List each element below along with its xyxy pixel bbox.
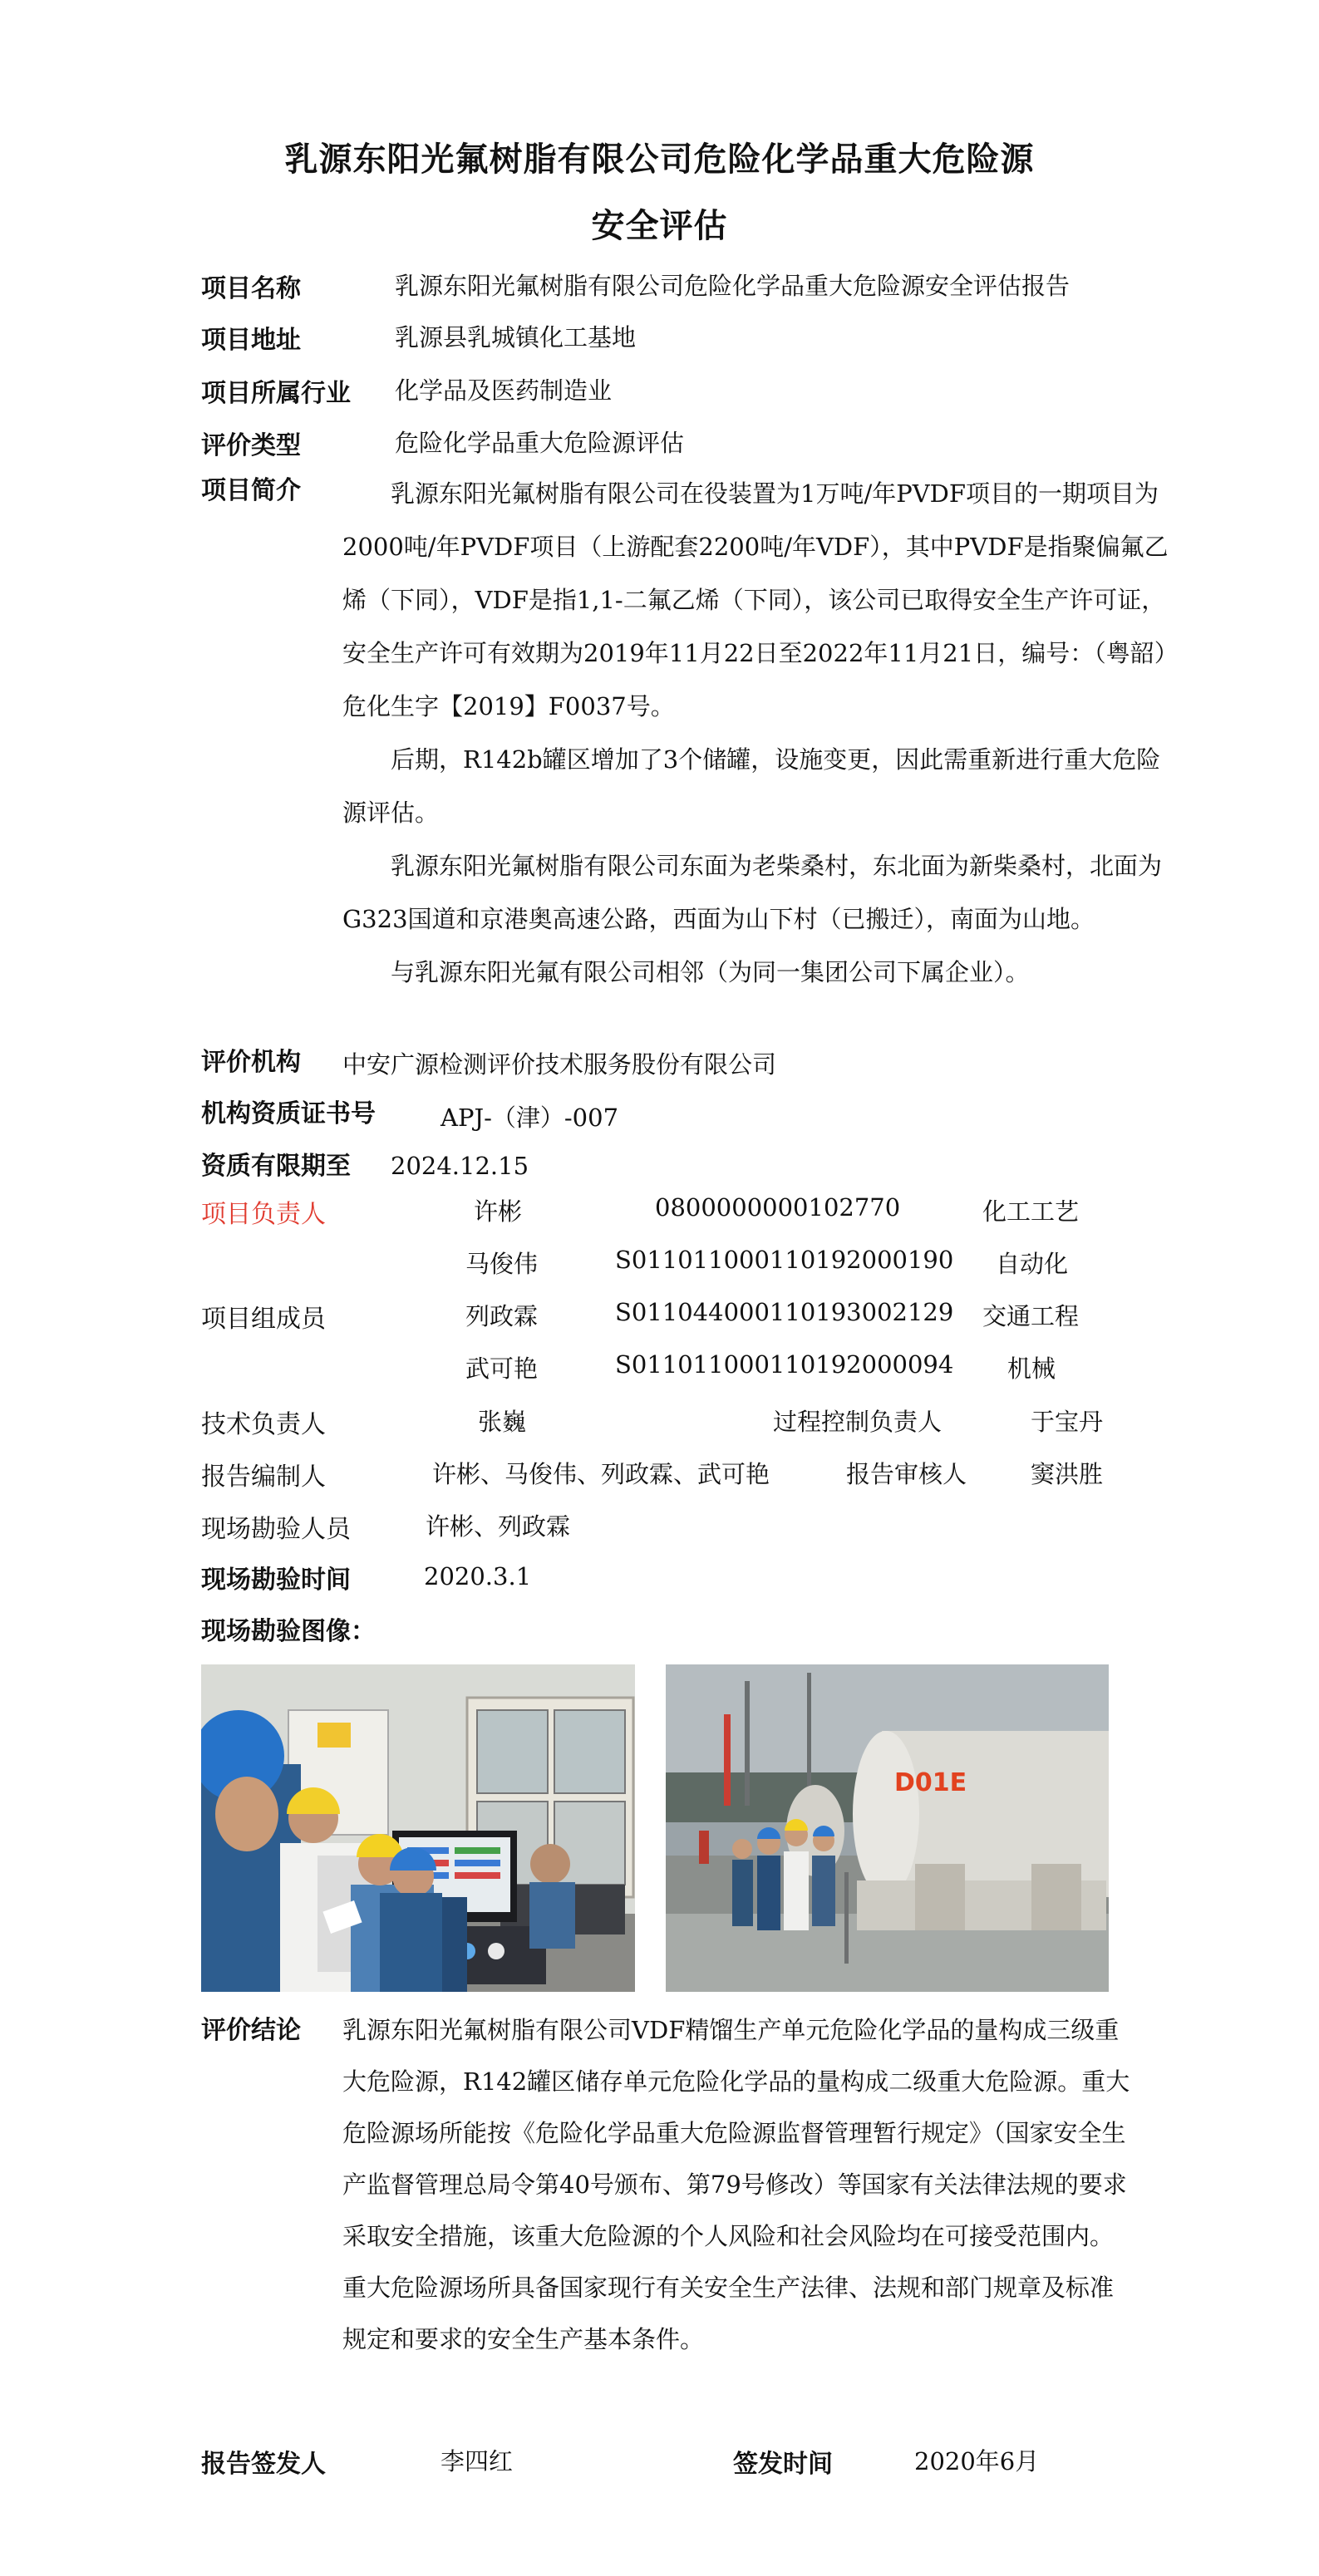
conclusion-text: 乳源东阳光氟树脂有限公司VDF精馏生产单元危险化学品的量构成三级重大危险源，R142罐区储存单元危险化学品的量构成二级重大危险源。重大危险源场所能按《危险化学品重大危险源监督管理暂行规定》（国家安全生产监督管理总局令第40号颁布、第79号修改）等国家有关法律法规的要求采取安全措施，该重大危险源的个人风险和社会风险均在可接受范围内。重大危险源场所具备国家现行有关安全生产法律、法规和部门规章及标准规定和要求的安全生产基本条件。 (342, 2016, 1130, 2353)
member-id: S011044000110193002129 (615, 1298, 954, 1326)
member-field: 机械 (1007, 1354, 1056, 1383)
project-leader-id: 0800000000102770 (655, 1193, 901, 1222)
tank-label-text: D01E (894, 1768, 967, 1797)
reviewer-value: 窦洪胜 (1031, 1460, 1104, 1488)
site-staff-label: 现场勘验人员 (201, 1515, 351, 1544)
intro-body (342, 467, 1174, 999)
report-editor-label: 报告编制人 (201, 1463, 326, 1492)
member-name: 武可艳 (465, 1354, 539, 1383)
intro-paragraph-2: 后期，R142b罐区增加了3个储罐，设施变更，因此需重新进行重大危险源评估。 (342, 745, 1161, 827)
conclusion-label: 评价结论 (201, 2016, 301, 2045)
process-lead-label: 过程控制负责人 (773, 1408, 942, 1436)
eval-type-label: 评价类型 (201, 431, 301, 460)
signer-value: 李四红 (440, 2447, 514, 2475)
reviewer-label: 报告审核人 (846, 1460, 967, 1488)
validity-value: 2024.12.15 (391, 1152, 529, 1180)
project-name-value: 乳源东阳光氟树脂有限公司危险化学品重大危险源安全评估报告 (395, 272, 1070, 300)
document-title-line2: 安全评估 (591, 206, 728, 245)
member-id: S011011000110192000094 (615, 1350, 954, 1379)
project-leader-name: 许彬 (474, 1197, 523, 1226)
project-industry-label: 项目所属行业 (201, 379, 351, 408)
members-label: 项目组成员 (201, 1305, 326, 1334)
tech-lead-value: 张巍 (478, 1408, 527, 1436)
member-field: 交通工程 (982, 1302, 1080, 1330)
site-staff-value: 许彬、列政霖 (426, 1512, 571, 1541)
intro-label: 项目简介 (201, 476, 301, 505)
sign-date-label: 签发时间 (733, 2450, 833, 2479)
member-name: 列政霖 (465, 1302, 539, 1330)
eval-type-value: 危险化学品重大危险源评估 (395, 429, 685, 457)
member-name: 马俊伟 (465, 1250, 539, 1278)
project-leader-field: 化工工艺 (982, 1197, 1080, 1226)
process-lead-value: 于宝丹 (1031, 1408, 1104, 1436)
project-name-label: 项目名称 (201, 274, 301, 303)
project-leader-label: 项目负责人 (201, 1200, 326, 1229)
intro-paragraph-4: 与乳源东阳光氟有限公司相邻（为同一集团公司下属企业）。 (391, 958, 1030, 986)
member-id: S011011000110192000190 (615, 1246, 954, 1274)
validity-label: 资质有限期至 (201, 1152, 351, 1181)
project-address-label: 项目地址 (201, 326, 301, 355)
signer-label: 报告签发人 (201, 2450, 326, 2479)
report-editor-value: 许彬、马俊伟、列政霖、武可艳 (432, 1460, 770, 1488)
cert-label: 机构资质证书号 (201, 1099, 376, 1128)
member-field: 自动化 (996, 1250, 1069, 1278)
site-photo-control-room (201, 1664, 635, 1992)
agency-label: 评价机构 (201, 1048, 301, 1077)
site-photo-tank-area (666, 1664, 1109, 1992)
cert-value: APJ-（津）-007 (440, 1104, 619, 1132)
tech-lead-label: 技术负责人 (201, 1410, 326, 1439)
sign-date-value: 2020年6月 (914, 2447, 1040, 2475)
site-time-value: 2020.3.1 (424, 1562, 532, 1590)
site-images-label: 现场勘验图像： (201, 1617, 376, 1646)
document-title-line1: 乳源东阳光氟树脂有限公司危险化学品重大危险源 (284, 140, 1035, 179)
agency-value: 中安广源检测评价技术服务股份有限公司 (342, 1050, 777, 1079)
site-time-label: 现场勘验时间 (201, 1566, 351, 1595)
project-address-value: 乳源县乳城镇化工基地 (395, 323, 637, 351)
project-industry-value: 化学品及医药制造业 (395, 376, 613, 405)
intro-paragraph-1: 乳源东阳光氟树脂有限公司在役装置为1万吨/年PVDF项目的一期项目为2000吨/年PVDF项目（上游配套2200吨/年VDF），其中PVDF是指聚偏氟乙烯（下同），VDF是指1,1-二氟乙烯（下同），该公司已取得安全生产许可证，安全生产许可有效期为2019年11月22日至2022年11月21日，编号：（粤韶）危化生字【2019】F0037号。 (342, 479, 1169, 720)
intro-paragraph-3: 乳源东阳光氟树脂有限公司东面为老柴桑村，东北面为新柴桑村，北面为G323国道和京港奥高速公路，西面为山下村（已搬迁），南面为山地。 (342, 852, 1163, 933)
